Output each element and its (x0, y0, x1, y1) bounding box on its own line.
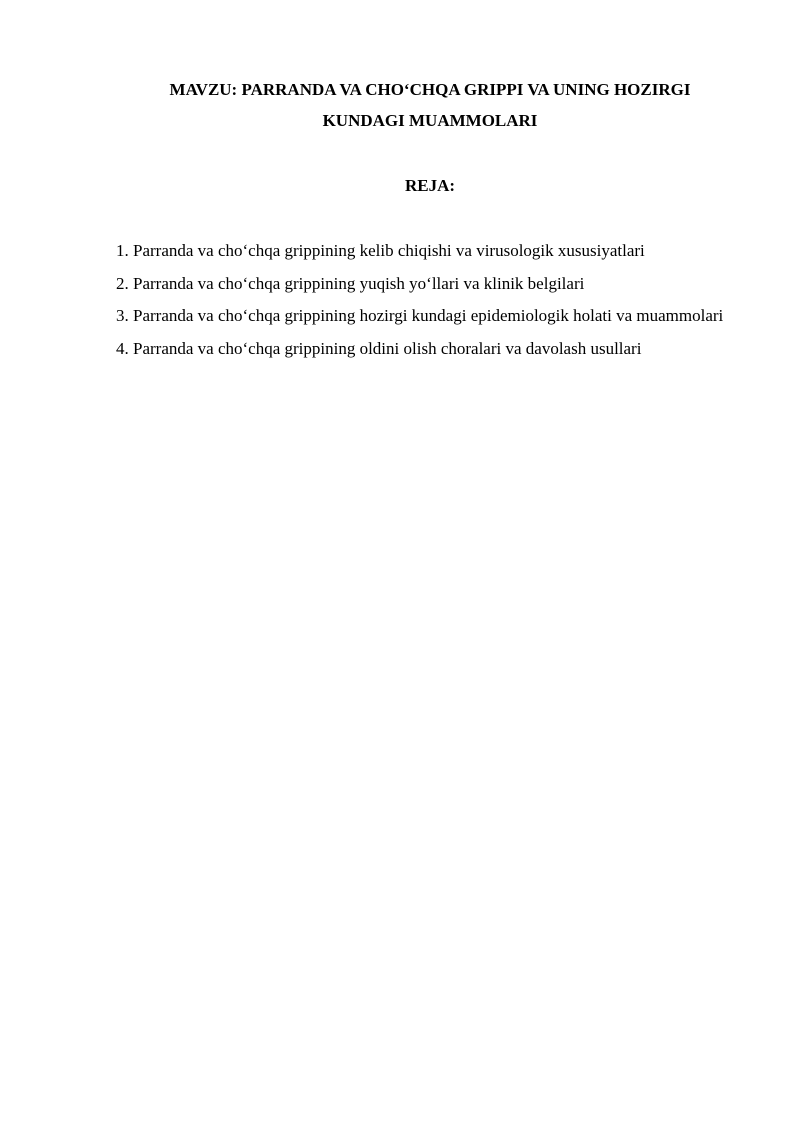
plan-heading: REJA: (404, 176, 456, 195)
plan-item: 2. Parranda va cho‘chqa grippining yuqish yo‘llari va klinik belgilari (116, 273, 585, 293)
plan-item: 3. Parranda va cho‘chqa grippining hozirgi kundagi epidemiologik holati va muammolari (116, 306, 724, 325)
plan-item: 1. Parranda va cho‘chqa grippining kelib chiqishi va virusologik xususiyatlari (116, 241, 645, 260)
document-title (110, 74, 750, 136)
plan-item: 4. Parranda va cho‘chqa grippining oldini olish choralari va davolash usullari (116, 338, 642, 358)
plan-list (116, 235, 736, 365)
title-line-2: KUNDAGI MUAMMOLARI (322, 111, 538, 130)
title-line-1: MAVZU: PARRANDA VA CHO‘CHQA GRIPPI VA UNING HOZIRGI (169, 80, 691, 99)
